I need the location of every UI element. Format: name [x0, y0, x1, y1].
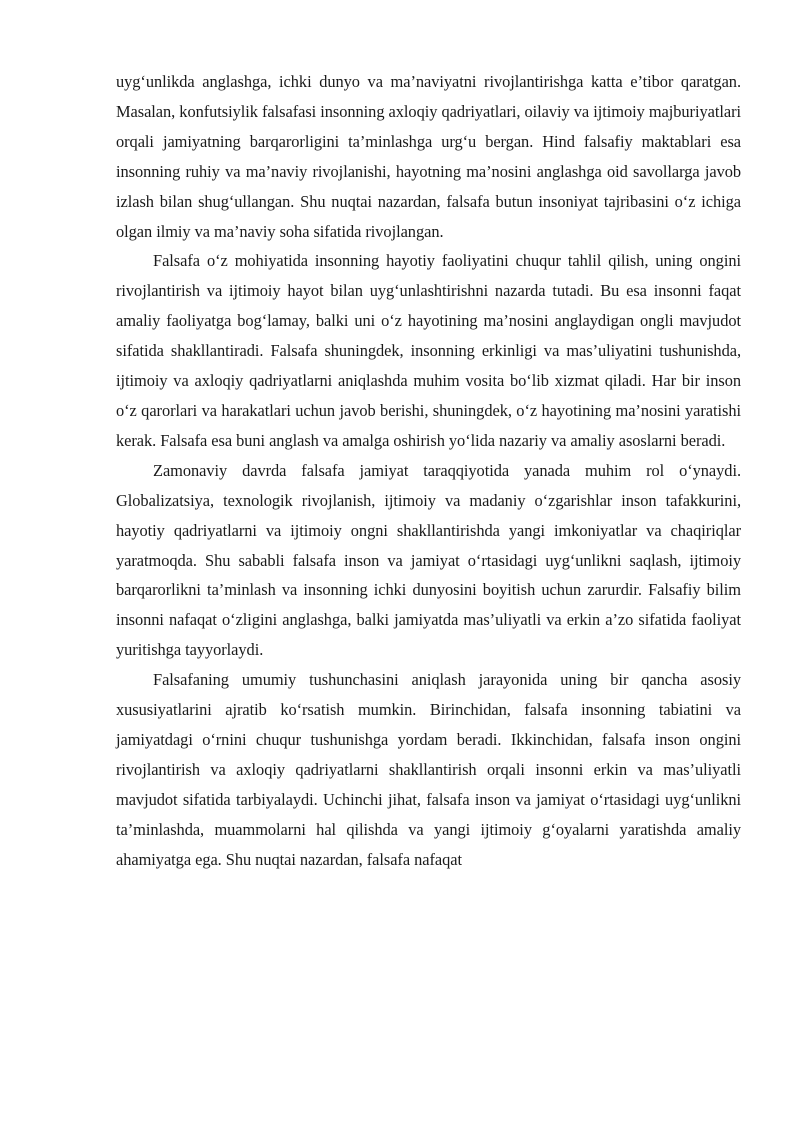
document-page: [116, 67, 741, 874]
paragraph-3: Zamonaviy davrda falsafa jamiyat taraqqiyotida yanada muhim rol o‘ynaydi. Globalizatsiya, texnologik rivojlanish, ijtimoiy va madaniy o‘zgarishlar inson tafakkurini, hayotiy qadriyatlarni va ijtimoiy ongni shakllantirishda yangi imkoniyatlar va chaqiriqlar yaratmoqda. Shu sababli falsafa inson va jamiyat o‘rtasidagi uyg‘unlikni saqlash, ijtimoiy barqarorlikni ta’minlash va insonning ichki dunyosini boyitish uchun zarurdir. Falsafiy bilim insonni nafaqat o‘zligini anglashga, balki jamiyatda mas’uliyatli va erkin a’zo sifatida faoliyat yuritishga tayyorlaydi.: [116, 460, 741, 660]
paragraph-1: uyg‘unlikda anglashga, ichki dunyo va ma’naviyatni rivojlantirishga katta e’tibor qaratgan. Masalan, konfutsiylik falsafasi insonning axloqiy qadriyatlari, oilaviy va ijtimoiy majburiyatlari orqali jamiyatning barqarorligini ta’minlashga urg‘u bergan. Hind falsafiy maktablari esa insonning ruhiy va ma’naviy rivojlanishi, hayotning ma’nosini anglashga oid savollarga javob izlash bilan shug‘ullangan. Shu nuqtai nazardan, falsafa butun insoniyat tajribasini o‘z ichiga olgan ilmiy va ma’naviy soha sifatida rivojlangan.: [116, 72, 741, 241]
paragraph-4: Falsafaning umumiy tushunchasini aniqlash jarayonida uning bir qancha asosiy xususiyatlarini ajratib ko‘rsatish mumkin. Birinchidan, falsafa insonning tabiatini va jamiyatdagi o‘rnini chuqur tushunishga yordam beradi. Ikkinchidan, falsafa inson ongini rivojlantirish va axloqiy qadriyatlarni shakllantirish orqali insonni erkin va mas’uliyatli mavjudot sifatida tarbiyalaydi. Uchinchi jihat, falsafa inson va jamiyat o‘rtasidagi uyg‘unlikni ta’minlashda, muammolarni hal qilishda va yangi ijtimoiy g‘oyalarni yaratishda amaliy ahamiyatga ega. Shu nuqtai nazardan, falsafa nafaqat: [116, 670, 741, 869]
paragraph-2: Falsafa o‘z mohiyatida insonning hayotiy faoliyatini chuqur tahlil qilish, uning ongini rivojlantirish va ijtimoiy hayot bilan uyg‘unlashtirishni nazarda tutadi. Bu esa insonni faqat amaliy faoliyatga bog‘lamay, balki uni o‘z hayotining ma’nosini anglaydigan ongli mavjudot sifatida shakllantiradi. Falsafa shuningdek, insonning erkinligi va mas’uliyatini tushunishda, ijtimoiy va axloqiy qadriyatlarni aniqlashda muhim vosita bo‘lib xizmat qiladi. Har bir inson o‘z qarorlari va harakatlari uchun javob berishi, shuningdek, o‘z hayotining ma’nosini yaratishi kerak. Falsafa esa buni anglash va amalga oshirish yo‘lida nazariy va amaliy asoslarni beradi.: [116, 251, 741, 450]
